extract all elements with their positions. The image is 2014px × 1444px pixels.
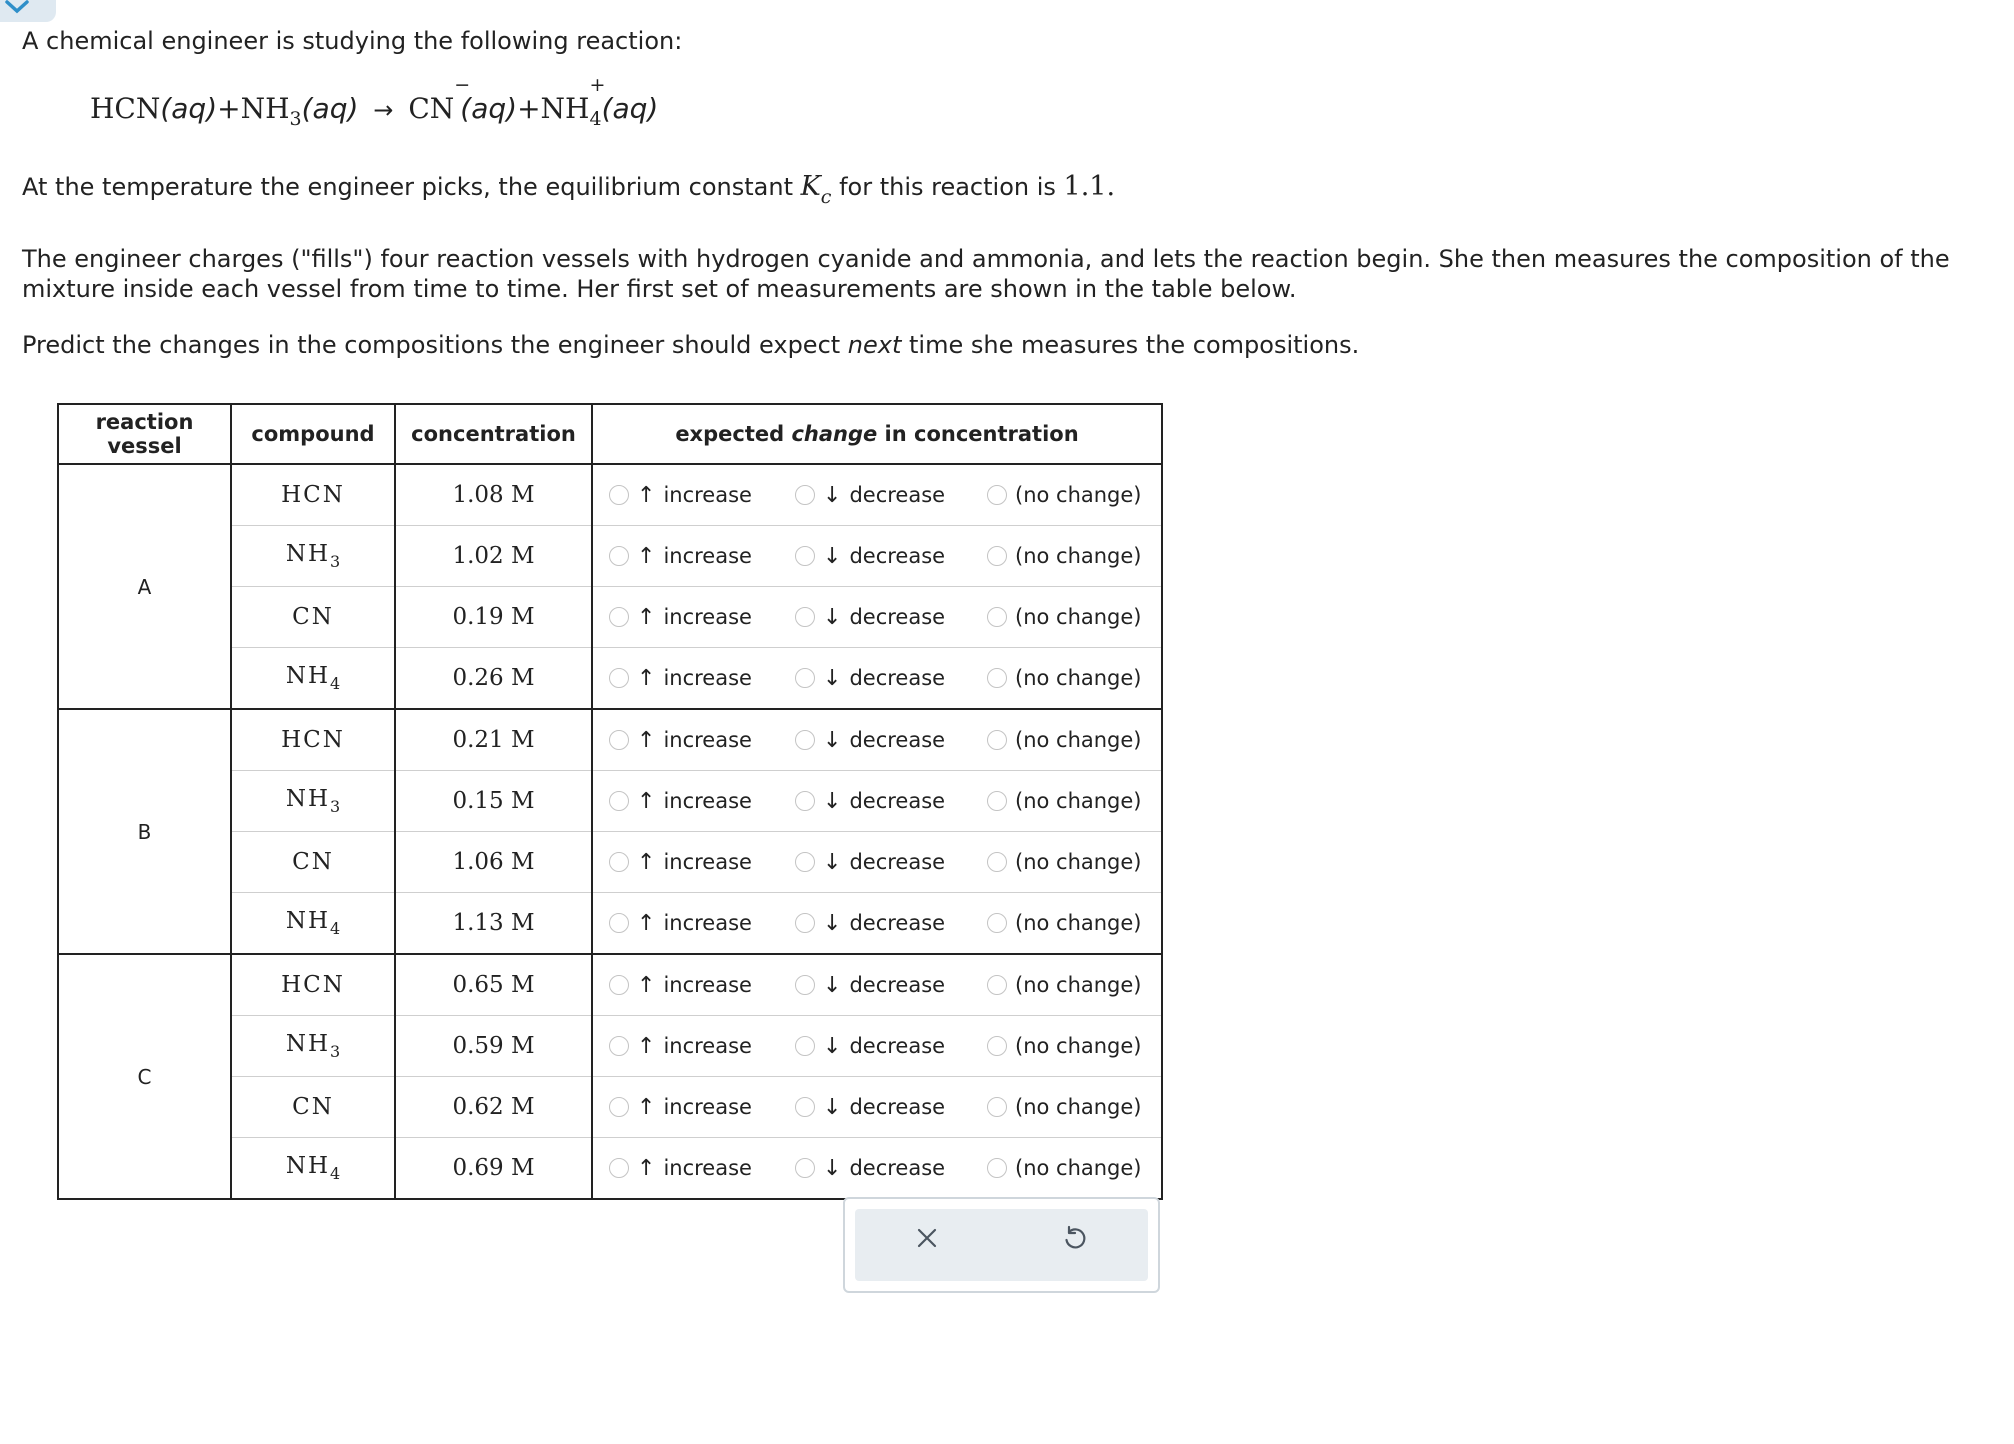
compound-nh4: $NH_4$ [231,648,395,710]
vessel-label: B [58,709,231,954]
down-arrow-icon: ↓ [823,910,842,936]
vessel-label: A [58,464,231,709]
increase-radio[interactable] [609,913,629,933]
increase-radio[interactable] [609,485,629,505]
increase-option[interactable]: ↑ increase [609,1156,795,1181]
up-arrow-icon: ↑ [637,543,656,569]
compound-nh3: $NH_3$ [231,526,395,587]
header-concentration: concentration [395,404,592,464]
up-arrow-icon: ↑ [637,1033,656,1059]
header-compound: compound [231,404,395,464]
decrease-radio[interactable] [795,791,815,811]
increase-option[interactable]: ↑ increase [609,483,795,508]
decrease-option[interactable]: ↓ decrease [795,728,987,753]
concentration-value: 1.13 M [395,893,592,955]
compound-nh4: $NH_4$ [231,1138,395,1200]
up-arrow-icon: ↑ [637,972,656,998]
concentration-value: 0.15 M [395,771,592,832]
concentration-value: 0.21 M [395,709,592,771]
change-options [592,464,1162,526]
decrease-option[interactable]: ↓ decrease [795,666,987,691]
no-change-radio[interactable] [987,1036,1007,1056]
collapse-tab[interactable] [0,0,56,22]
header-expected-change: expected change in concentration [592,404,1162,464]
kc-text-after: for this reaction is [831,173,1064,201]
increase-radio[interactable] [609,730,629,750]
change-options [592,771,1162,832]
close-icon [916,1227,938,1249]
subscript: 4 [589,108,602,130]
up-arrow-icon: ↑ [637,1155,656,1181]
down-arrow-icon: ↓ [823,849,842,875]
up-arrow-icon: ↑ [637,849,656,875]
increase-option[interactable]: ↑ increase [609,728,795,753]
table-row [58,709,1162,771]
increase-option[interactable]: ↑ increase [609,789,795,814]
decrease-option[interactable]: ↓ decrease [795,544,987,569]
concentration-value: 0.69 M [395,1138,592,1200]
no-change-option[interactable]: (no change) [987,666,1142,690]
no-change-option[interactable]: (no change) [987,911,1142,935]
increase-radio[interactable] [609,852,629,872]
compound-hcn: HCN [231,464,395,526]
no-change-radio[interactable] [987,852,1007,872]
change-options [592,648,1162,710]
increase-option[interactable]: ↑ increase [609,911,795,936]
increase-radio[interactable] [609,1097,629,1117]
up-arrow-icon: ↑ [637,482,656,508]
concentration-value: 0.59 M [395,1016,592,1077]
decrease-radio[interactable] [795,913,815,933]
change-options [592,587,1162,648]
no-change-option[interactable]: (no change) [987,1095,1142,1119]
no-change-radio[interactable] [987,668,1007,688]
plus-sign: + [517,92,541,125]
decrease-radio[interactable] [795,1097,815,1117]
increase-radio[interactable] [609,975,629,995]
superscript: − [454,74,471,96]
down-arrow-icon: ↓ [823,665,842,691]
answer-action-bar [843,1197,1160,1293]
change-options [592,1138,1162,1200]
superscript: + [589,74,606,96]
concentration-value: 1.02 M [395,526,592,587]
reaction-arrow: → [373,96,394,124]
intro-text: A chemical engineer is studying the following reaction: [22,27,683,55]
no-change-option[interactable]: (no change) [987,789,1142,813]
no-change-option[interactable]: (no change) [987,850,1142,874]
up-arrow-icon: ↑ [637,727,656,753]
kc-symbol: $K_c$ [800,171,832,208]
down-arrow-icon: ↓ [823,543,842,569]
concentration-value: 0.19 M [395,587,592,648]
up-arrow-icon: ↑ [637,910,656,936]
compound-cn: CN [231,832,395,893]
no-change-radio[interactable] [987,1097,1007,1117]
increase-option[interactable]: ↑ increase [609,973,795,998]
increase-option[interactable]: ↑ increase [609,850,795,875]
no-change-radio[interactable] [987,607,1007,627]
increase-option[interactable]: ↑ increase [609,605,795,630]
no-change-radio[interactable] [987,546,1007,566]
change-options [592,954,1162,1016]
increase-option[interactable]: ↑ increase [609,544,795,569]
equilibrium-constant-text: At the temperature the engineer picks, the equilibrium constant $K_c$ for this reaction is 1.1. [22,171,1116,208]
no-change-radio[interactable] [987,791,1007,811]
decrease-radio[interactable] [795,546,815,566]
concentration-value: 1.06 M [395,832,592,893]
decrease-option[interactable]: ↓ decrease [795,973,987,998]
increase-radio[interactable] [609,1158,629,1178]
header-vessel: reaction vessel [58,404,231,464]
down-arrow-icon: ↓ [823,1094,842,1120]
down-arrow-icon: ↓ [823,972,842,998]
compound-nh3: $NH_3$ [231,771,395,832]
reactant-nh3: NH [240,92,290,125]
compound-nh3: $NH_3$ [231,1016,395,1077]
concentration-value: 0.65 M [395,954,592,1016]
product-nh4: NH [540,92,590,125]
increase-option[interactable]: ↑ increase [609,1034,795,1059]
clear-button[interactable] [910,1221,944,1255]
kc-text-before: At the temperature the engineer picks, the equilibrium constant [22,173,801,201]
undo-button[interactable] [1057,1221,1091,1255]
subscript: 3 [289,108,302,130]
down-arrow-icon: ↓ [823,1033,842,1059]
down-arrow-icon: ↓ [823,788,842,814]
change-options [592,709,1162,771]
state-label: (aq) [301,92,359,125]
no-change-radio[interactable] [987,975,1007,995]
down-arrow-icon: ↓ [823,727,842,753]
vessel-label: C [58,954,231,1199]
decrease-option[interactable]: ↓ decrease [795,1034,987,1059]
concentration-value: 0.62 M [395,1077,592,1138]
decrease-option[interactable]: ↓ decrease [795,850,987,875]
instruction-text: Predict the changes in the compositions the engineer should expect next time she measures the compositions. [22,331,1360,359]
no-change-option[interactable]: (no change) [987,483,1142,507]
decrease-option[interactable]: ↓ decrease [795,789,987,814]
table-row [58,954,1162,1016]
description-text: The engineer charges ("fills") four reaction vessels with hydrogen cyanide and ammonia, and lets the reaction begin. She then measures the composition of the mixture inside each vessel from time to time. Her first set of measurements are shown in the table below. [22,245,1950,303]
state-label: (aq) [460,92,518,125]
no-change-option[interactable]: (no change) [987,605,1142,629]
concentration-value: 0.26 M [395,648,592,710]
reactant-hcn: HCN [90,92,161,125]
increase-option[interactable]: ↑ increase [609,666,795,691]
compound-hcn: HCN [231,954,395,1016]
compound-nh4: $NH_4$ [231,893,395,955]
no-change-option[interactable]: (no change) [987,728,1142,752]
no-change-option[interactable]: (no change) [987,1156,1142,1180]
no-change-option[interactable]: (no change) [987,544,1142,568]
no-change-radio[interactable] [987,1158,1007,1178]
product-cn: CN [408,92,455,125]
decrease-radio[interactable] [795,485,815,505]
decrease-radio[interactable] [795,1158,815,1178]
down-arrow-icon: ↓ [823,1155,842,1181]
increase-option[interactable]: ↑ increase [609,1095,795,1120]
up-arrow-icon: ↑ [637,788,656,814]
change-options [592,1016,1162,1077]
decrease-radio[interactable] [795,1036,815,1056]
undo-icon [1060,1224,1088,1252]
change-options [592,893,1162,955]
change-options [592,832,1162,893]
up-arrow-icon: ↑ [637,665,656,691]
no-change-radio[interactable] [987,485,1007,505]
kc-value: 1.1 [1063,171,1107,202]
compound-cn: CN [231,1077,395,1138]
decrease-option[interactable]: ↓ decrease [795,1095,987,1120]
change-options [592,526,1162,587]
check-chevron-icon [4,0,30,14]
decrease-radio[interactable] [795,668,815,688]
decrease-radio[interactable] [795,975,815,995]
state-label: (aq) [601,92,659,125]
state-label: (aq) [160,92,218,125]
up-arrow-icon: ↑ [637,604,656,630]
table-row [58,464,1162,526]
plus-sign: + [217,92,241,125]
measurements-table [57,403,1163,1200]
down-arrow-icon: ↓ [823,604,842,630]
decrease-option[interactable]: ↓ decrease [795,1156,987,1181]
down-arrow-icon: ↓ [823,482,842,508]
decrease-option[interactable]: ↓ decrease [795,911,987,936]
concentration-value: 1.08 M [395,464,592,526]
no-change-radio[interactable] [987,730,1007,750]
change-options [592,1077,1162,1138]
increase-radio[interactable] [609,668,629,688]
compound-hcn: HCN [231,709,395,771]
reaction-equation [90,74,659,130]
compound-cn: CN [231,587,395,648]
increase-radio[interactable] [609,607,629,627]
decrease-radio[interactable] [795,730,815,750]
increase-radio[interactable] [609,1036,629,1056]
up-arrow-icon: ↑ [637,1094,656,1120]
no-change-option[interactable]: (no change) [987,973,1142,997]
decrease-option[interactable]: ↓ decrease [795,483,987,508]
increase-radio[interactable] [609,791,629,811]
decrease-radio[interactable] [795,607,815,627]
increase-radio[interactable] [609,546,629,566]
no-change-radio[interactable] [987,913,1007,933]
decrease-radio[interactable] [795,852,815,872]
no-change-option[interactable]: (no change) [987,1034,1142,1058]
decrease-option[interactable]: ↓ decrease [795,605,987,630]
